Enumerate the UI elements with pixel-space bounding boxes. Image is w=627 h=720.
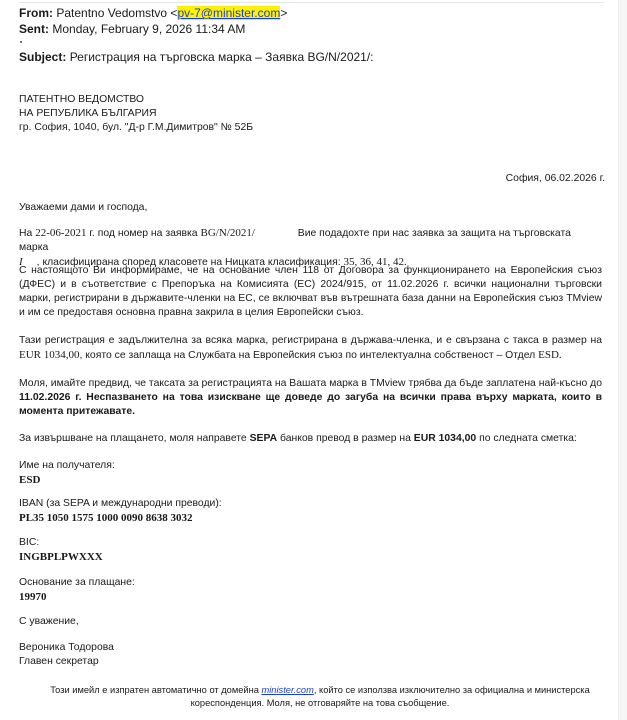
signatory-title: Главен секретар <box>19 656 99 667</box>
sent-value: Monday, February 9, 2026 11:34 AM <box>52 22 246 36</box>
from-email-link[interactable]: pv-7@minister.com <box>177 6 281 20</box>
from-line: From: Patentno Vedomstvo <pv-7@minister.com> <box>19 6 288 20</box>
p5-text-c: по следната сметка: <box>479 433 577 444</box>
application-number: BG/N/2021/ <box>200 227 255 239</box>
p1-text-c: Вие подадохте при нас заявка за защита на търговската марка <box>19 228 571 253</box>
subject-value: Регистрация на търговска марка – Заявка BG/N/2021/: <box>69 50 374 64</box>
reference-block <box>19 576 135 604</box>
subject-line <box>19 50 374 65</box>
p3-text-b: , която се заплаща на Службата на Европейския съюз по интелектуална собственост – Отдел <box>79 350 536 361</box>
nice-classes: 35, 36, 41, 42. <box>343 256 407 268</box>
scrollbar[interactable] <box>618 0 627 720</box>
p1-text-d: , класифицирана според класовете на Ницката класификация: <box>36 257 341 268</box>
greeting: Уважаеми дами и господа, <box>19 202 148 213</box>
p4-text-a: Моля, имайте предвид, че таксата за регистрацията на Вашата марка в TMview трябва да бъде заплатена най-късно до <box>19 378 602 389</box>
sent-label: Sent: <box>19 22 49 36</box>
signature <box>19 641 114 669</box>
iban-label: IBAN (за SEPA и международни преводи): <box>19 498 222 509</box>
letterhead-line-2: НА РЕПУБЛИКА БЪЛГАРИЯ <box>19 108 157 119</box>
fee-amount: EUR 1034,00 <box>19 349 80 361</box>
recipient-label: Име на получателя: <box>19 460 115 471</box>
top-divider <box>19 2 604 3</box>
trademark-name: I <box>19 256 23 268</box>
application-date: 22-06-2021 <box>35 227 87 239</box>
paragraph-tmview-info: С настоящото Ви информираме, че на основание член 118 от Договора за функционирането на Европейския съюз (ДФЕС) и в съответствие с Препоръка на Комисията (ЕС) 2024/915, от 11.02.2026 г. всички национални търговски марки, регистрирани в държавите-членки на ЕС, се включват във вътрешната база данни на Европейския съюз TMview и им се предоставя основна правна закрила в целия Европейски съюз. <box>19 265 602 318</box>
sepa-label: SEPA <box>249 433 278 444</box>
place-date: София, 06.02.2026 г. <box>505 173 605 184</box>
p1-text-a: На <box>19 228 33 239</box>
from-name: Patentno Vedomstvo <box>56 6 168 20</box>
signatory-name: Вероника Тодорова <box>19 642 114 653</box>
paragraph-payment-instructions <box>19 432 577 446</box>
footer-text-a: Този имейл е изпратен автоматично от домейна <box>50 685 259 695</box>
reference-value: 19970 <box>19 591 47 603</box>
bic-block <box>19 536 103 564</box>
subject-label: Subject: <box>19 50 67 64</box>
recipient-value: ESD <box>19 474 41 486</box>
p3-text-a: Тази регистрация е задължителна за всяка марка, регистрирана в държава-членка, и е свързана с такса в размер на <box>19 335 602 346</box>
recipient-block <box>19 459 115 487</box>
bic-value: INGBPLPWXXX <box>19 551 103 563</box>
paragraph-fee-info <box>19 334 602 363</box>
iban-value: PL35 1050 1575 1000 0090 8638 3032 <box>19 512 193 524</box>
from-label: From: <box>19 6 53 20</box>
p1-text-b: г. под номер на заявка <box>89 228 198 239</box>
letterhead-line-1: ПАТЕНТНО ВЕДОМСТВО <box>19 94 144 105</box>
reference-label: Основание за плащане: <box>19 577 135 588</box>
sent-line <box>19 22 245 37</box>
paragraph-deadline <box>19 377 602 419</box>
bic-label: BIC: <box>19 537 40 548</box>
footer-text-b: , който се използва изключително за официална и министерска кореспонденция. Моля, не отговаряйте на това съобщение. <box>190 685 590 708</box>
deadline-warning: 11.02.2026 г. Неспазването на това изискване ще доведе до загуба на всички права върху марката, които в момента притежавате. <box>19 392 602 417</box>
closing: С уважение, <box>19 616 79 627</box>
p5-text-b: банков превод в размер на <box>280 433 411 444</box>
stray-mark <box>20 41 22 43</box>
footer-disclaimer <box>40 684 600 710</box>
department-name: ESD. <box>538 349 562 361</box>
p5-text-a: За извършване на плащането, моля направете <box>19 433 247 444</box>
iban-block <box>19 497 222 525</box>
footer-domain-link[interactable]: minister.com <box>261 685 314 695</box>
letterhead-address: гр. София, 1040, бул. "Д-р Г.М.Димитров" № 52Б <box>19 122 254 133</box>
letterhead <box>19 93 253 135</box>
payment-amount: EUR 1034,00 <box>413 433 477 444</box>
